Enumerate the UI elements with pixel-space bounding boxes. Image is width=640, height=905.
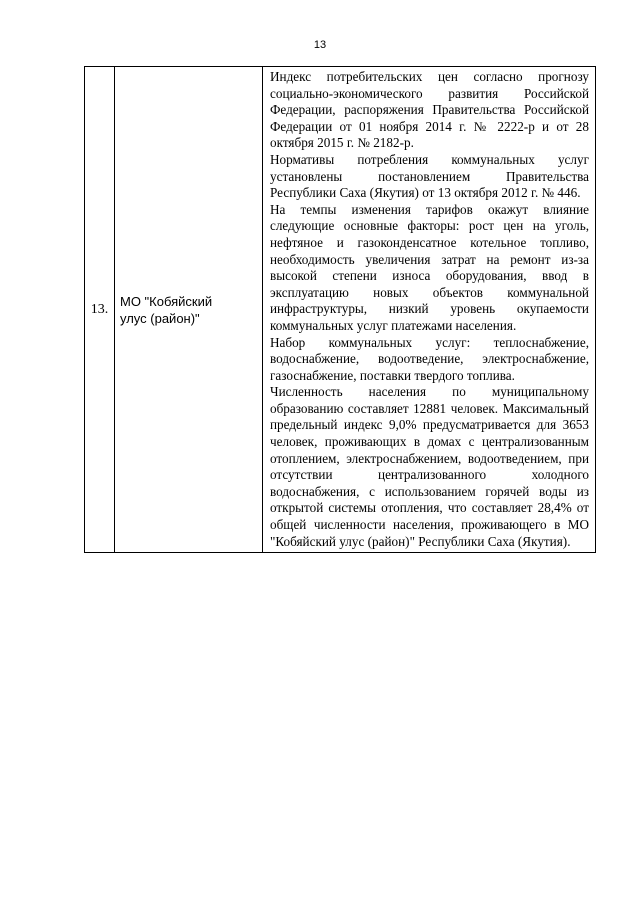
paragraph-price-index: Индекс потребительских цен согласно прогнозу социально-экономического развития Российской Федерации, распоряжения Правительства Российской Федерации от 01 ноября 2014 г. № 2222-р и от 28 октября 2015 г. № 2182-р.	[270, 69, 589, 151]
municipality-name-cell	[115, 67, 263, 553]
municipality-name-line: МО "Кобяйский	[120, 293, 213, 309]
municipality-name-line: улус (район)"	[120, 310, 200, 326]
row-number-cell: 13.	[85, 67, 115, 553]
page-number: 13	[313, 39, 327, 51]
paragraph-utility-services: Набор коммунальных услуг: теплоснабжение, водоснабжение, водоотведение, электроснабжение, газоснабжение, поставки твердого топлива.	[270, 334, 589, 383]
description-cell	[263, 67, 596, 553]
paragraph-consumption-norms: Нормативы потребления коммунальных услуг установлены постановлением Правительства Республики Саха (Якутия) от 13 октября 2012 г. № 446.	[270, 151, 589, 201]
tariff-table	[84, 66, 596, 553]
paragraph-population: Численность населения по муниципальному образованию составляет 12881 человек. Максимальный предельный индекс 9,0% предусматривается для 3653 человек, проживающих в домах с централизованным отоплением, электроснабжением, водоотведением, при отсутствии централизованного холодного водоснабжения, с использованием горячей воды из открытой системы отопления, что составляет 28,4% от общей численности населения, проживающего в МО "Кобяйский улус (район)" Республики Саха (Якутия).	[270, 384, 589, 549]
paragraph-tariff-factors: На темпы изменения тарифов окажут влияние следующие основные факторы: рост цен на уголь, нефтяное и газоконденсатное котельное топливо, необходимость увеличения затрат на ремонт из-за высокой степени износа оборудования, ввод в эксплуатацию новых объектов коммунальной инфраструктуры, низкий уровень окупаемости коммунальных услуг платежами населения.	[270, 201, 589, 333]
table-row	[85, 67, 596, 553]
